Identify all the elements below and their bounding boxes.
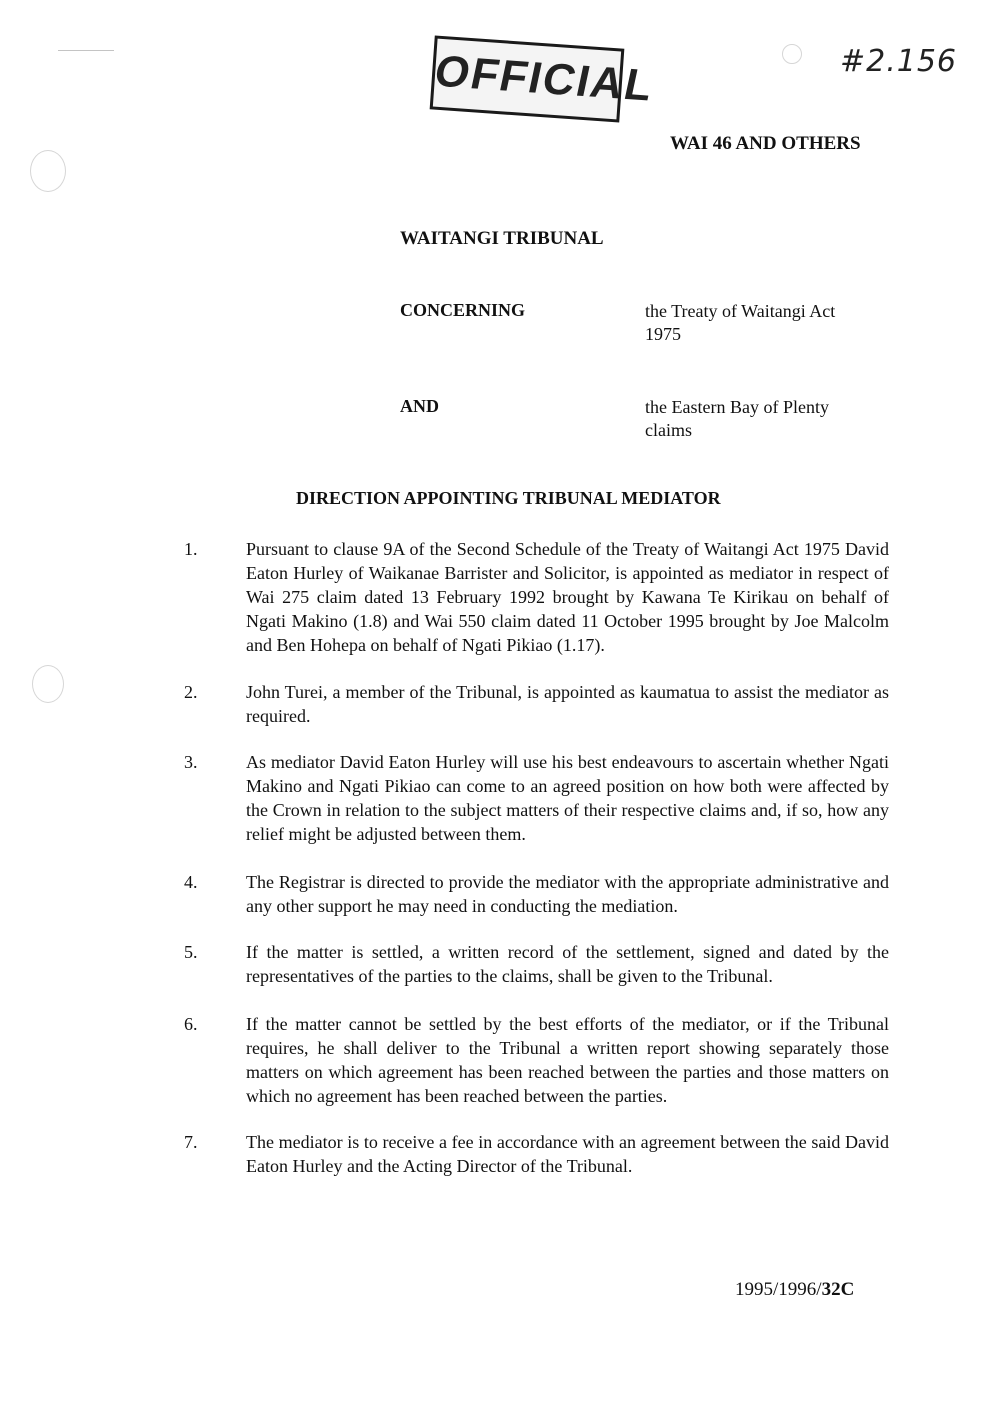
paragraph-text: As mediator David Eaton Hurley will use his best endeavours to ascertain whether Ngati Makino and Ngati Pikiao can come to an agreed position on how both were affected by the Crown in relation to the subject matters of their respective claims and, if so, how any relief might be adjusted between them. xyxy=(246,752,889,844)
and-label: AND xyxy=(400,396,439,416)
scan-smudge-mark xyxy=(782,44,802,64)
document-title: DIRECTION APPOINTING TRIBUNAL MEDIATOR xyxy=(296,488,721,508)
paragraph-number: 3. xyxy=(184,752,198,772)
scan-smudge-mark xyxy=(30,150,66,192)
paragraph-number: 7. xyxy=(184,1132,198,1152)
scan-smudge-mark xyxy=(32,665,64,703)
paragraph-number: 6. xyxy=(184,1014,198,1034)
paragraph-text: Pursuant to clause 9A of the Second Schedule of the Treaty of Waitangi Act 1975 David Eaton Hurley of Waikanae Barrister and Solicitor, is appointed as mediator in respect of Wai 275 claim dated 13 February 1992 brought by Kawana Te Kirikau on behalf of Ngati Makino (1.8) and Wai 550 claim dated 11 October 1995 brought by Joe Malcolm and Ben Hohepa on behalf of Ngati Pikiao (1.17). xyxy=(246,539,889,655)
concerning-value xyxy=(645,300,895,346)
official-stamp xyxy=(430,35,659,122)
and-value-line: claims xyxy=(645,420,692,440)
paragraph-text: If the matter cannot be settled by the best efforts of the mediator, or if the Tribunal requires, he shall deliver to the Tribunal a written report showing separately those matters on which agreement has been reached between the parties and those matters on which no agreement has been reached between the parties. xyxy=(246,1014,889,1106)
footer-ref-suffix: 32C xyxy=(821,1279,855,1300)
paragraph-text: The mediator is to receive a fee in accordance with an agreement between the said David Eaton Hurley and the Acting Director of the Tribunal. xyxy=(246,1132,889,1176)
handwritten-document-number: #2.156 xyxy=(840,44,958,79)
concerning-value-line: the Treaty of Waitangi Act xyxy=(645,301,836,321)
concerning-value-line: 1975 xyxy=(645,324,681,344)
paragraph-number: 1. xyxy=(184,539,198,559)
paragraph-text: John Turei, a member of the Tribunal, is appointed as kaumatua to assist the mediator as required. xyxy=(246,682,889,726)
paragraph-number: 2. xyxy=(184,682,198,702)
scan-scratch-mark xyxy=(58,50,114,51)
footer-ref-prefix: 1995/1996/ xyxy=(735,1279,822,1300)
and-value-line: the Eastern Bay of Plenty xyxy=(645,397,829,417)
document-reference-footer xyxy=(735,1279,854,1301)
paragraph-number: 5. xyxy=(184,942,198,962)
tribunal-heading: WAITANGI TRIBUNAL xyxy=(400,228,604,249)
official-stamp-text: OFFICIAL xyxy=(430,46,659,111)
and-value xyxy=(645,396,895,442)
paragraph-number: 4. xyxy=(184,872,198,892)
case-reference: WAI 46 AND OTHERS xyxy=(670,133,861,154)
paragraph-text: The Registrar is directed to provide the mediator with the appropriate administrative and any other support he may need in conducting the mediation. xyxy=(246,872,889,916)
concerning-label: CONCERNING xyxy=(400,300,526,320)
paragraph-text: If the matter is settled, a written record of the settlement, signed and dated by the representatives of the parties to the claims, shall be given to the Tribunal. xyxy=(246,942,889,986)
